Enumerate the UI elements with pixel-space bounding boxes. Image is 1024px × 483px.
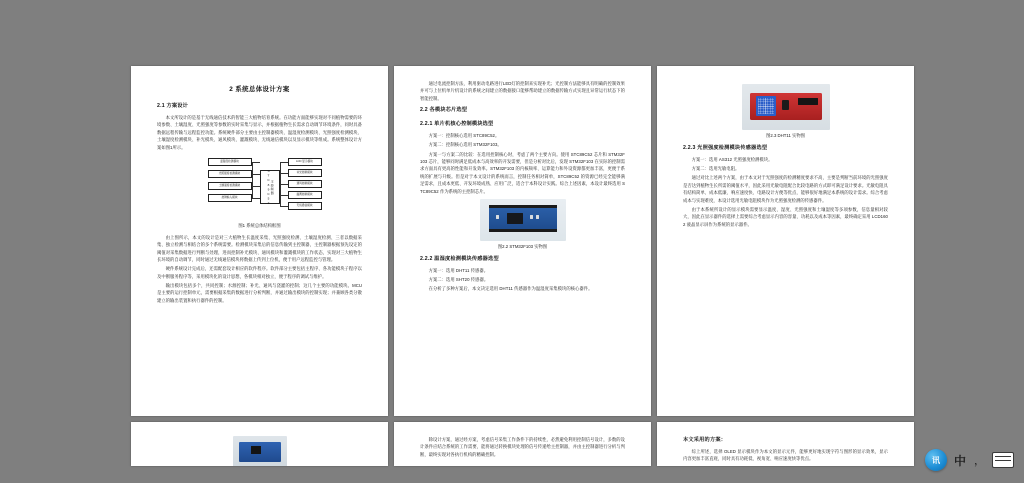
paragraph: 输出模块包括多个，共同控制；水源控制；补光、通风与浇灌的控制；这几个主要的功能模块。MCU是主要的运行控制单元，需要根据采集的数据进行分析判断，并通过输出模块的控制实现；并兼顾各类分散建立的输出装置和执行器件的控制。 bbox=[157, 283, 362, 303]
figure-caption: 图2.3 DHT11 实物图 bbox=[766, 133, 805, 138]
figure-dht11-sensor-photo bbox=[742, 84, 830, 130]
keyboard-icon[interactable] bbox=[992, 452, 1014, 468]
section-heading: 2.1 方案设计 bbox=[157, 103, 189, 110]
paragraph: 方案一与方案二的比较：在选用控制核心时，考虑了两个主要方向。使用 STC89C52 芯片和 STM32F103 芯片，能够同时满足低成本与高效率的开发需要，但是分析对比后，发现 STM32F103 在实际的控制需求方面具有更高的性能和开发效率。STM32F103 的内核频率、运算能力和外设资源都更加丰富，更便于系统的扩展与升级。但是对于本文设计的系统而言，控制任务相对简单，STC89C52 的资源已经完全能够满足需求，且成本更低、开发环境成熟、应用广泛，适合于本科设计实践。综合上述因素，本设计最终选用 STC89C52 作为系统的主控制芯片。 bbox=[420, 151, 625, 194]
figure-caption: 图1 系统总体结构框图 bbox=[238, 223, 281, 228]
diagram-block-controller: 主控制器 STC89C52 bbox=[260, 170, 280, 204]
paragraph: 通过电流控制方法，利用驱动电路进行LED灯的控制来实现补光；光控制方法能够具有明确的控制效果并可与上位机单片机设计的系统之间建立的数据接口能够帮助建立的数据传输方式实现且异常运行状态下的智能控制。 bbox=[420, 81, 625, 101]
page-thumbnail[interactable] bbox=[394, 66, 651, 416]
section-heading: 2.2.1 单片机核心控制模块选型 bbox=[420, 121, 494, 128]
page-thumbnail[interactable] bbox=[131, 66, 388, 416]
diagram-block: 通风控制模块 bbox=[288, 180, 322, 188]
paragraph: 方案二：选用 SHT20 传感器。 bbox=[428, 277, 489, 283]
page-thumbnail[interactable] bbox=[657, 66, 914, 416]
diagram-block: 按键输入模块 bbox=[208, 194, 252, 202]
paragraph: 本文所设计的是基于无线通信技术的智能三大植物培育系统。在功能方面能够实现对不同植物需要的环境参数、土壤湿度、光照强度等参数的实时采集与显示，并根据植物生长需求自动调节环境条件，同时具备数据远程传输与远程监控功能。系统硬件部分主要由主控制器模块、温湿度检测模块、光照强度检测模块、土壤湿度检测模块、补光模块、通风模块、灌溉模块、无线通信模块以及显示模块等组成。系统整体设计方案如图1所示。 bbox=[157, 115, 362, 150]
section-heading: 2.2.3 光照强度检测模块传感器选型 bbox=[683, 144, 768, 151]
ime-toolbar[interactable] bbox=[923, 447, 1016, 473]
paragraph: 方案一：控制核心选用 STC89C52。 bbox=[428, 132, 500, 138]
section-heading: 本文采用的方案： bbox=[683, 437, 727, 443]
section-heading: 2.2 各模块芯片选型 bbox=[420, 107, 468, 114]
diagram-block: 补光控制模块 bbox=[288, 169, 322, 177]
page-thumbnail[interactable] bbox=[394, 422, 651, 466]
diagram-block: 温湿度检测模块 bbox=[208, 158, 252, 166]
diagram-block: 光照强度检测模块 bbox=[208, 170, 252, 178]
page-title: 2 系统总体设计方案 bbox=[229, 86, 290, 93]
paragraph: 方案一：选用 DHT11 传感器。 bbox=[428, 267, 489, 273]
paragraph: 硬件系统设计完成后，还需配套设计相应的软件程序。软件部分主要包括主程序、各功能模块子程序以及中断服务程序等，采用模块化的设计思想，各模块相对独立，便于程序的调试与维护。 bbox=[157, 266, 362, 279]
diagram-block: 无线通信模块 bbox=[288, 202, 322, 210]
figure-system-block-diagram bbox=[194, 156, 326, 220]
paragraph: 综上所述，选择 OLED 显示模块作为本文的显示元件，能够更好地实现字符与图形的显示效果，显示内容更加丰富直观，同时具有功耗低、视角宽、响应速度快等优点。 bbox=[683, 448, 888, 462]
diagram-block: 灌溉控制模块 bbox=[288, 191, 322, 199]
paragraph: 方案一：选用 AS312 光照强度检测模块。 bbox=[691, 156, 773, 162]
page-thumbnail[interactable] bbox=[131, 422, 388, 466]
figure-sensor-module-photo bbox=[233, 436, 287, 466]
diagram-block: 土壤湿度检测模块 bbox=[208, 182, 252, 190]
ime-logo-icon[interactable]: 讯 bbox=[925, 449, 947, 471]
section-heading: 2.2.2 温湿度检测模块传感器选型 bbox=[420, 255, 499, 262]
page-grid bbox=[131, 0, 914, 483]
figure-caption: 图2.2 STM32F103 实物图 bbox=[497, 244, 548, 250]
paragraph: 方案二：控制核心选用 STM32F103。 bbox=[428, 142, 502, 148]
paragraph: 由于本系统所设计的显示模块需要显示温度、湿度、光照强度和土壤湿度等多项参数，信息量相对较大，因此在显示器件的选择上需要综合考虑显示内容的容量、功耗以及成本等因素，最终确定采用 LCD1602 液晶显示屏作为系统的显示器件。 bbox=[683, 206, 888, 227]
diagram-block: LCD 显示模块 bbox=[288, 158, 322, 166]
paragraph: 在分析了多种方案后，本文决定选用 DHT11 传感器作为温湿度采集模块的核心器件。 bbox=[428, 286, 593, 292]
page-thumbnail[interactable] bbox=[657, 422, 914, 466]
ime-punctuation-toggle[interactable]: ， bbox=[974, 455, 985, 467]
paragraph: 方案二：选用光敏电阻。 bbox=[691, 166, 740, 171]
ime-language-toggle[interactable]: 中 bbox=[953, 453, 966, 468]
paragraph: 通过对比上述两个方案，由于本文对于光照强度的检测精度要求不高，主要是判断当前环境的光照强度是否达到植物生长所需的阈值水平，因此采用光敏电阻配合比较电路的方式即可满足设计要求。光敏电阻具有结构简单、成本低廉、响应速度快、电路设计方便等优点，能够很好地满足本系统的设计需求。综合考虑成本与实现难度，本设计选用光敏电阻模块作为光照强度检测的传感器件。 bbox=[683, 175, 888, 203]
paragraph: 由上图所示，本文的设计是对三大植物生长温度采集、光照强度检测、土壤湿度检测、三者以数据采集、独立检测与相结合的多个系统需要。检测模块采集后的信息传输到主控制器，主控制器根据预先设定的阈值对采集数据进行判断与处理，进而控制补光模块、通风模块和灌溉模块的工作状态，实现对三大植物生长环境的自动调节，同时通过无线通信模块将数据上传到上位机，便于用户远程监控与管理。 bbox=[157, 234, 362, 262]
paragraph: 除设计方案，通过经方案，考虑信号采集工作条件下的持续性，必然避免利用控制信号设计，多数的设计条件应结合系统的工作需要，能将通过转换模块处理的信号传递给主控制器，并由主控制器进行分析与判断，最终实现对各执行机构的精确控制。 bbox=[420, 437, 625, 457]
figure-stm32-board-photo bbox=[480, 199, 566, 241]
